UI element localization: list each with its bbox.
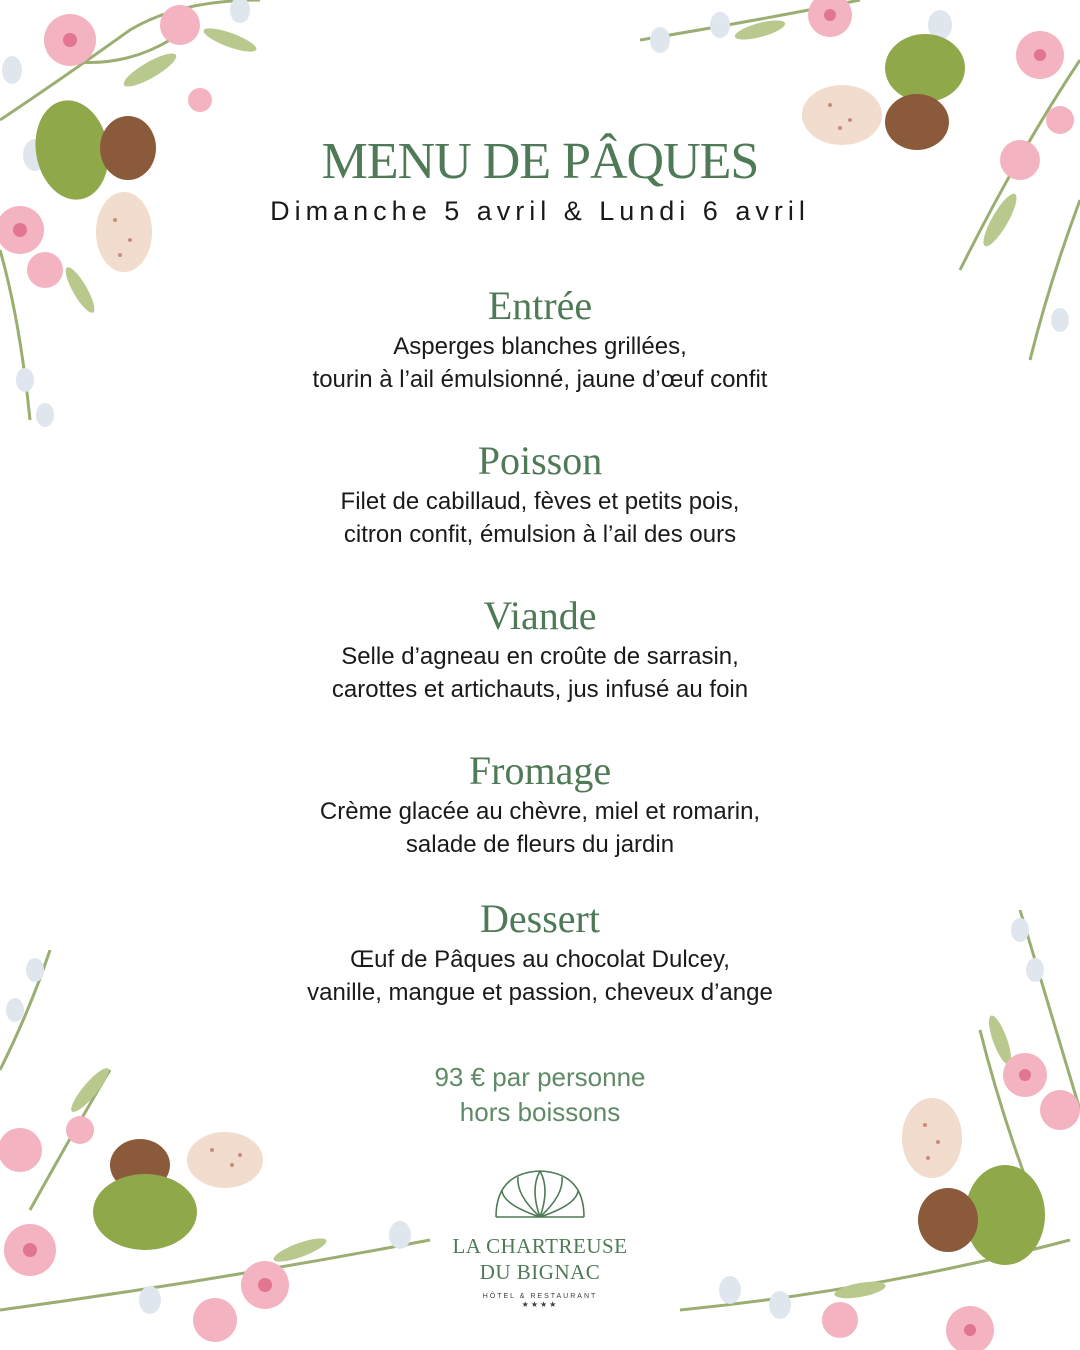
hotel-logo <box>430 1165 650 1309</box>
course-title: Viande <box>483 593 597 638</box>
course-title: Dessert <box>480 896 600 941</box>
price-line: 93 € par personne <box>434 1062 646 1092</box>
course-description-line: Asperges blanches grillées, <box>393 333 687 360</box>
course-poisson <box>0 437 1080 551</box>
logo-name-line1: LA CHARTREUSE <box>452 1234 628 1258</box>
course-description-line: Œuf de Pâques au chocolat Dulcey, <box>350 946 730 973</box>
menu-dates: Dimanche 5 avril & Lundi 6 avril <box>270 196 810 226</box>
price-info <box>0 1060 1080 1130</box>
course-entree <box>0 282 1080 396</box>
course-description-line: tourin à l’ail émulsionné, jaune d’œuf confit <box>312 366 768 393</box>
course-title: Entrée <box>487 283 593 328</box>
course-description-line: carottes et artichauts, jus infusé au foin <box>331 676 749 703</box>
course-fromage <box>0 747 1080 861</box>
course-title: Fromage <box>468 748 612 793</box>
course-description-line: Crème glacée au chèvre, miel et romarin, <box>319 798 761 825</box>
course-description-line: salade de fleurs du jardin <box>405 831 675 858</box>
course-description-line: Selle d’agneau en croûte de sarrasin, <box>341 643 739 670</box>
bottom-left-floral-decoration <box>0 950 440 1350</box>
drinks-note: hors boissons <box>459 1097 621 1127</box>
logo-name-line2: DU BIGNAC <box>479 1260 601 1284</box>
course-title: Poisson <box>477 438 603 483</box>
course-description-line: Filet de cabillaud, fèves et petits pois, <box>340 488 740 515</box>
logo-stars: ★★★★ <box>521 1300 559 1309</box>
page-title: MENU DE PÂQUES <box>321 133 759 190</box>
course-description-line: vanille, mangue et passion, cheveux d’ange <box>307 979 773 1006</box>
course-dessert <box>0 895 1080 1009</box>
shell-emblem-icon <box>490 1165 590 1221</box>
course-description-line: citron confit, émulsion à l’ail des ours <box>343 521 737 548</box>
logo-subtitle: HÔTEL & RESTAURANT <box>482 1293 598 1300</box>
course-viande <box>0 592 1080 706</box>
